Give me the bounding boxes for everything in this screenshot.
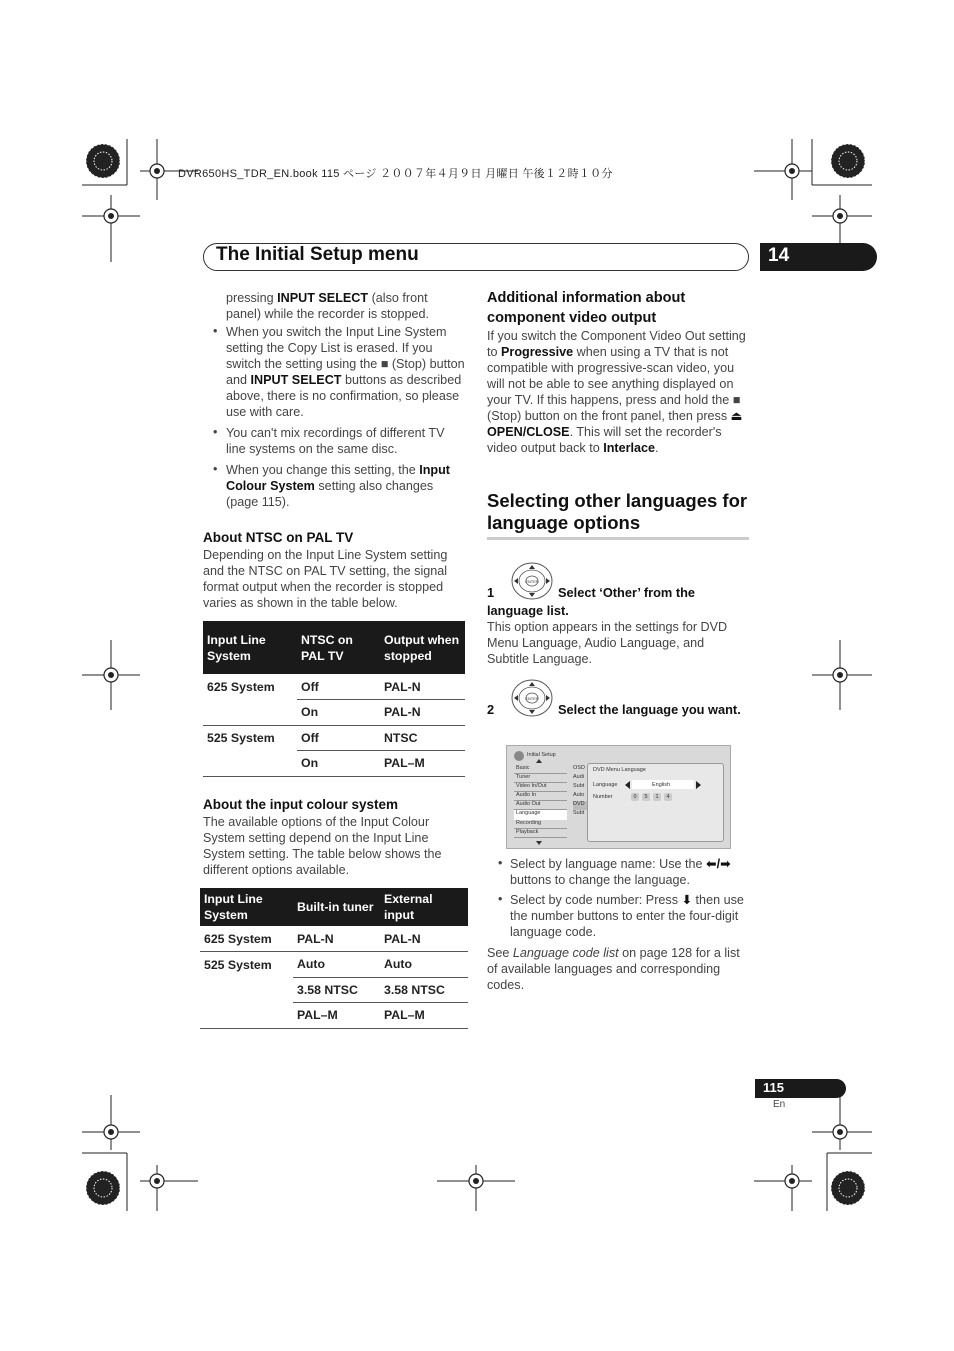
table-header: Input Line System [203, 621, 297, 674]
number-label: Number [593, 794, 613, 800]
table-header: NTSC on PAL TV [297, 621, 380, 674]
table-row: On PAL-N [203, 700, 465, 726]
step1-number: 1 [487, 585, 495, 600]
page-language: En [773, 1099, 786, 1110]
osd-submenu: OSD Audi Subt Auto DVD Subt [573, 765, 591, 819]
step1-body: This option appears in the settings for DVD Menu Language, Audio Language, and Subtitle Language. [487, 620, 728, 666]
component-body: If you switch the Component Video Out setting to Progressive when using a TV that is not compatible with progressive-scan video, you will not be able to see anything displayed on your TV. If this happens, press and hold the ■ (Stop) button on the front panel, then press ⏏ OPEN/CLOSE. This will set the recorder's video output back to Interlace. [487, 329, 746, 455]
bullet-colour-system: When you change this setting, the Input Colour System setting also changes (page 115). [226, 463, 451, 509]
menu-up-arrow [536, 759, 542, 763]
menu-item: Basic [514, 765, 567, 774]
digit-box: 4 [664, 793, 672, 801]
table-header: Output when stopped [380, 621, 465, 674]
left-arrow-icon [625, 781, 630, 789]
bullet-dot: • [213, 462, 218, 476]
menu-item: Recording [514, 820, 567, 829]
colour-body: The available options of the Input Colour System setting depend on the Input Line System setting. The table below shows the different options available. [203, 815, 442, 877]
bullet-dot: • [498, 892, 503, 906]
table-row: 3.58 NTSC 3.58 NTSC [200, 977, 468, 1003]
menu-item: Audio In [514, 792, 567, 801]
menu-down-arrow [536, 841, 542, 845]
left-right-arrow-icon: ⬅/➡ [706, 857, 731, 871]
osd-panel [587, 763, 724, 842]
heading-rule [487, 537, 749, 540]
ntsc-body: Depending on the Input Line System setting and the NTSC on PAL TV setting, the signal format output when the recorder is stopped varies as shown in the table below. [203, 548, 448, 610]
language-value: English [652, 782, 671, 788]
svg-text:ENTER: ENTER [525, 696, 539, 701]
colour-heading: About the input colour system [203, 797, 399, 812]
svg-text:ENTER: ENTER [525, 579, 539, 584]
colour-table [200, 888, 468, 1029]
step2-text: Select the language you want. [558, 702, 741, 717]
down-arrow-icon: ⬇ [681, 893, 693, 907]
bullet-dot: • [213, 425, 218, 439]
table-row: 625 System PAL-N PAL-N [200, 926, 468, 952]
bullet-dot: • [213, 324, 218, 338]
step2-number: 2 [487, 702, 495, 717]
osd-menu [514, 765, 567, 838]
digit-box: 0 [631, 793, 639, 801]
languages-heading: Selecting other languages for language options [487, 490, 748, 533]
table-header: Input Line System [200, 888, 293, 926]
chapter-number: 14 [768, 245, 790, 266]
panel-title: DVD Menu Language [593, 767, 646, 773]
see-also-text: See Language code list on page 128 for a list of available languages and corresponding codes. [487, 946, 740, 992]
table-row: 525 System Off NTSC [203, 725, 465, 751]
ntsc-table [203, 621, 465, 777]
digit-box: 5 [642, 793, 650, 801]
menu-item-selected: Language [514, 810, 567, 820]
right-arrow-icon [696, 781, 701, 789]
digit-box: 1 [653, 793, 661, 801]
section-title: The Initial Setup menu [216, 244, 419, 265]
bullet-language-name: Select by language name: Use the ⬅/➡ buttons to change the language. [510, 857, 731, 887]
table-row: 525 System Auto Auto [200, 952, 468, 978]
menu-item: Tuner [514, 774, 567, 783]
component-heading: Additional information about component video output [487, 290, 686, 326]
table-header: Built-in tuner [293, 888, 380, 926]
menu-item: Audio Out [514, 801, 567, 810]
bullet-dot: • [498, 856, 503, 870]
bullet-mix-recordings: You can't mix recordings of different TV line systems on the same disc. [226, 426, 445, 456]
step1-text: Select ‘Other’ from the language list. [487, 585, 696, 618]
ntsc-heading: About NTSC on PAL TV [203, 530, 354, 545]
intro-continued: pressing INPUT SELECT (also front panel) while the recorder is stopped. [226, 291, 430, 321]
language-label: Language [593, 782, 618, 788]
setup-icon [514, 751, 524, 761]
osd-screenshot [506, 745, 731, 849]
bullet-copy-list: When you switch the Input Line System setting the Copy List is erased. If you switch the setting using the ■ (Stop) button and INPUT SELECT buttons as described above, there is no confirmation, so please use with care. [226, 325, 465, 419]
page-number: 115 [763, 1080, 784, 1095]
table-header: External input [380, 888, 468, 926]
file-header-line: DVR650HS_TDR_EN.book 115 ページ ２００７年４月９日 月曜日 午後１２時１０分 [178, 168, 613, 180]
table-row: On PAL–M [203, 751, 465, 777]
menu-item: Playback [514, 829, 567, 838]
table-row: 625 System Off PAL-N [203, 674, 465, 700]
eject-icon: ⏏ [730, 409, 743, 423]
menu-item: Video In/Out [514, 783, 567, 792]
osd-title: Initial Setup [527, 752, 556, 758]
bullet-code-number: Select by code number: Press ⬇ then use the number buttons to enter the four-digit language code. [510, 893, 744, 939]
table-row: PAL–M PAL–M [200, 1003, 468, 1029]
